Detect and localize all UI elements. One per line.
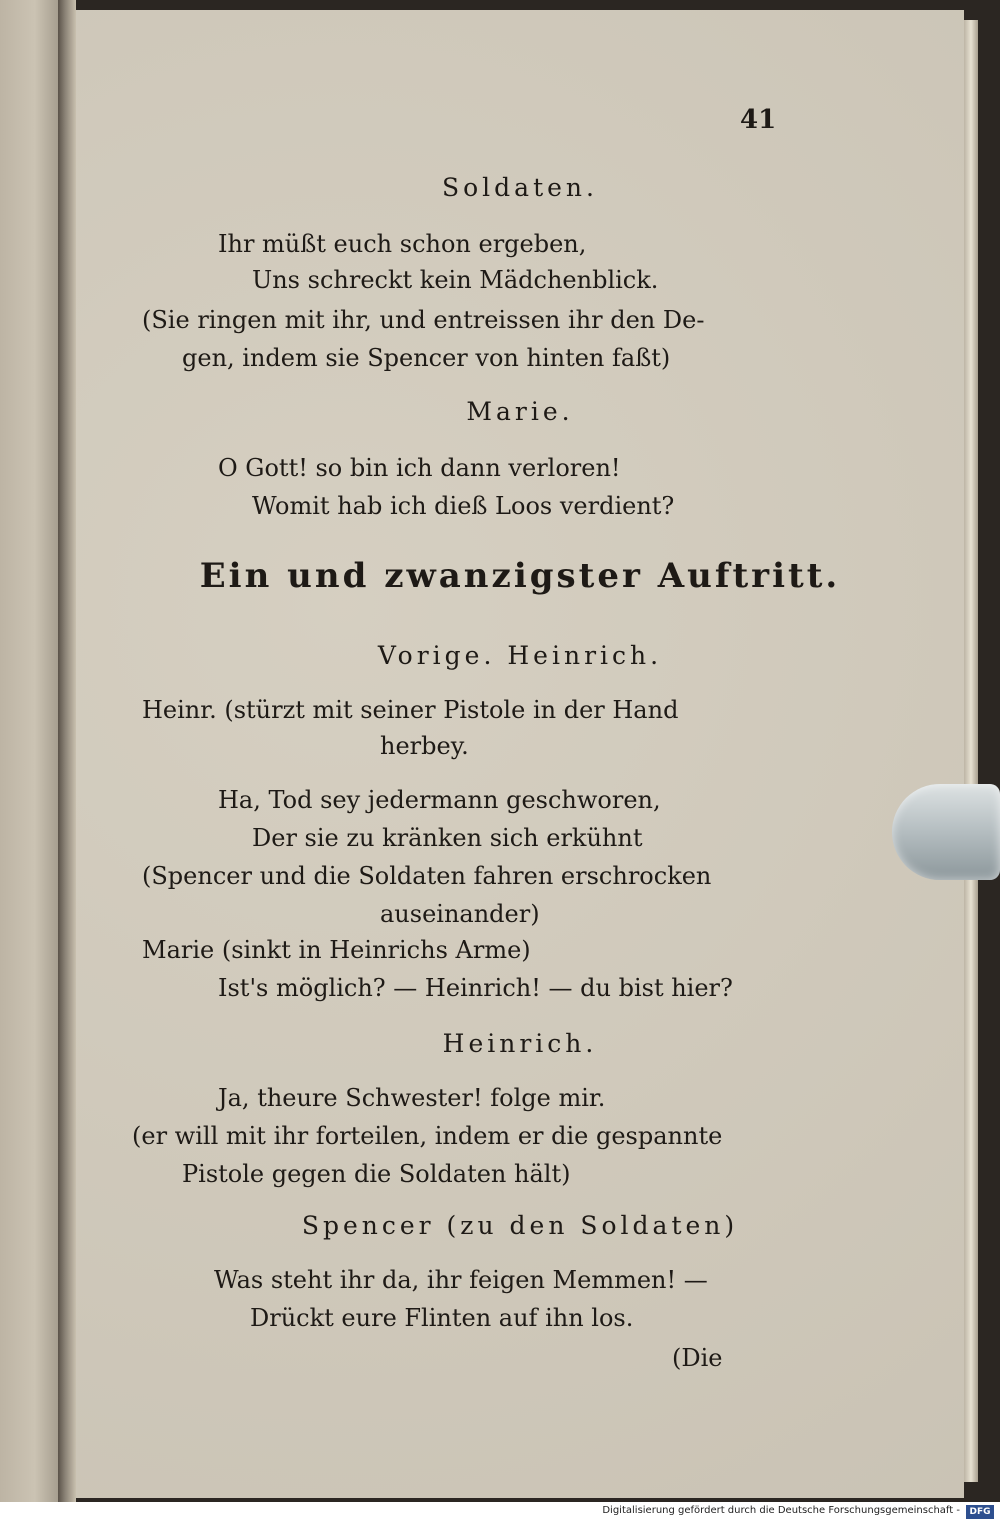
verse-line: Drückt eure Flinten auf ihn los. [250, 1304, 634, 1332]
verse-line: Ja, theure Schwester! folge mir. [218, 1084, 606, 1112]
verse-line: Uns schreckt kein Mädchenblick. [252, 266, 659, 294]
stage-direction: (Sie ringen mit ihr, und entreissen ihr den De- [142, 306, 705, 334]
page-number: 41 [740, 105, 777, 135]
funding-notice: Digitalisierung gefördert durch die Deutsche Forschungsgemeinschaft - [602, 1505, 960, 1516]
catchword: (Die [672, 1344, 723, 1372]
left-page-edge [0, 0, 58, 1502]
verse-line: Ihr müßt euch schon ergeben, [218, 230, 587, 258]
verse-line: Der sie zu kränken sich erkühnt [252, 824, 643, 852]
verse-line: Womit hab ich dieß Loos verdient? [252, 492, 675, 520]
stage-direction: herbey. [380, 732, 469, 760]
stage-direction: (Spencer und die Soldaten fahren erschrocken [142, 862, 712, 890]
speaker-soldaten: Soldaten. [442, 173, 598, 202]
stage-direction: auseinander) [380, 900, 540, 928]
stage-direction: Pistole gegen die Soldaten hält) [182, 1160, 571, 1188]
verse-line: O Gott! so bin ich dann verloren! [218, 454, 621, 482]
stage-direction: (er will mit ihr forteilen, indem er die gespannte [132, 1122, 723, 1150]
stage-direction: Heinr. (stürzt mit seiner Pistole in der Hand [142, 696, 679, 724]
scene-characters: Vorige. Heinrich. [377, 641, 663, 670]
scene-heading: Ein und zwanzigster Auftritt. [199, 556, 841, 596]
page-clip [892, 784, 1000, 880]
stage-direction: gen, indem sie Spencer von hinten faßt) [182, 344, 671, 372]
speaker-marie-direction: Marie (sinkt in Heinrichs Arme) [142, 936, 531, 964]
dfg-logo: DFG [966, 1505, 994, 1519]
footer-bar [0, 1502, 1000, 1522]
book-gutter [58, 0, 76, 1502]
verse-line: Was steht ihr da, ihr feigen Memmen! — [214, 1266, 708, 1294]
speaker-heinrich: Heinrich. [442, 1029, 598, 1058]
page-stack-edge [964, 20, 978, 1482]
speaker-spencer: Spencer (zu den Soldaten) [301, 1211, 739, 1240]
verse-line: Ist's möglich? — Heinrich! — du bist hier? [218, 974, 733, 1002]
verse-line: Ha, Tod sey jedermann geschworen, [218, 786, 661, 814]
speaker-marie: Marie. [466, 397, 574, 426]
